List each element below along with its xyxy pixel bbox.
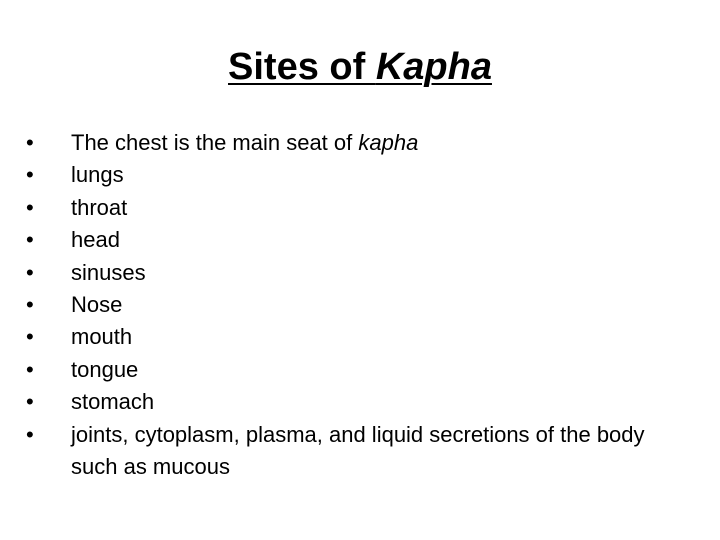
list-item [26, 257, 676, 289]
bullet-icon: • [26, 130, 34, 155]
bullet-icon: • [26, 194, 34, 220]
list-item [26, 127, 676, 159]
list-item-text: joints, cytoplasm, plasma, and liquid secretions of the body such as mucous [71, 421, 645, 480]
list-item-text: Nose [71, 292, 123, 318]
list-item [26, 224, 676, 256]
title-emphasis: Kapha [375, 46, 492, 88]
bullet-icon: • [26, 162, 34, 188]
list-item-text: sinuses [71, 259, 146, 285]
bullet-icon: • [26, 259, 34, 285]
bullet-icon: • [26, 421, 34, 447]
list-item-text: head [71, 227, 120, 253]
bullet-icon: • [26, 227, 34, 253]
list-item-text: The chest is the main seat of kapha [71, 130, 419, 155]
list-item-text: throat [71, 194, 128, 220]
list-item-text: stomach [71, 389, 155, 415]
list-item [26, 419, 676, 484]
bullet-icon: • [26, 356, 34, 382]
list-item-text: tongue [71, 356, 139, 382]
list-item [26, 354, 676, 386]
bullet-icon: • [26, 292, 34, 318]
bullet-icon: • [26, 389, 34, 415]
list-item-emphasis: kapha [358, 130, 419, 155]
list-item [26, 289, 676, 321]
list-item [26, 386, 676, 418]
title-text: Sites of [228, 46, 376, 88]
list-item [26, 159, 676, 191]
list-item-text: mouth [71, 324, 133, 350]
bullet-icon: • [26, 324, 34, 350]
list-item [26, 192, 676, 224]
list-item-text: lungs [71, 162, 124, 188]
list-item [26, 321, 676, 353]
bullet-list [26, 127, 676, 483]
slide-title [0, 44, 720, 90]
